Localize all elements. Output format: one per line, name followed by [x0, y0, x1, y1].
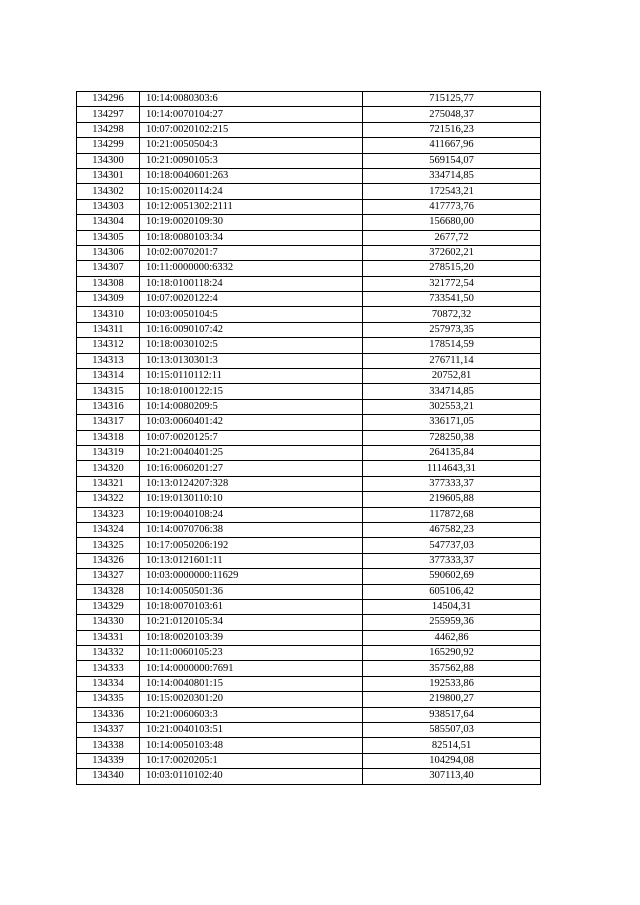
row-number-cell: 134322: [77, 492, 140, 507]
table-row: [77, 445, 541, 460]
cadastral-number-cell: 10:11:0000000:6332: [140, 261, 363, 276]
table-row: [77, 399, 541, 414]
row-number-cell: 134338: [77, 738, 140, 753]
cadastral-number-cell: 10:07:0020122:4: [140, 292, 363, 307]
row-number-cell: 134308: [77, 276, 140, 291]
cadastral-number-cell: 10:21:0040103:51: [140, 723, 363, 738]
table-row: [77, 138, 541, 153]
row-number-cell: 134340: [77, 769, 140, 784]
cadastral-value-cell: 14504,31: [363, 599, 541, 614]
table-row: [77, 322, 541, 337]
cadastral-number-cell: 10:21:0090105:3: [140, 153, 363, 168]
table-row: [77, 107, 541, 122]
table-row: [77, 661, 541, 676]
cadastral-number-cell: 10:19:0040108:24: [140, 507, 363, 522]
cadastral-value-cell: 1114643,31: [363, 461, 541, 476]
cadastral-value-cell: 605106,42: [363, 584, 541, 599]
cadastral-value-cell: 20752,81: [363, 369, 541, 384]
cadastral-number-cell: 10:17:0020205:1: [140, 753, 363, 768]
cadastral-number-cell: 10:18:0100118:24: [140, 276, 363, 291]
row-number-cell: 134316: [77, 399, 140, 414]
table-row: [77, 369, 541, 384]
table-row: [77, 753, 541, 768]
table-row: [77, 615, 541, 630]
table-row: [77, 122, 541, 137]
cadastral-value-cell: 938517,64: [363, 707, 541, 722]
cadastral-number-cell: 10:13:0124207:328: [140, 476, 363, 491]
row-number-cell: 134302: [77, 184, 140, 199]
table-row: [77, 338, 541, 353]
row-number-cell: 134317: [77, 415, 140, 430]
table-row: [77, 245, 541, 260]
row-number-cell: 134323: [77, 507, 140, 522]
row-number-cell: 134328: [77, 584, 140, 599]
table-row: [77, 307, 541, 322]
cadastral-value-cell: 569154,07: [363, 153, 541, 168]
table-row: [77, 769, 541, 784]
cadastral-number-cell: 10:14:0000000:7691: [140, 661, 363, 676]
table-row: [77, 430, 541, 445]
row-number-cell: 134312: [77, 338, 140, 353]
row-number-cell: 134337: [77, 723, 140, 738]
cadastral-number-cell: 10:21:0060603:3: [140, 707, 363, 722]
row-number-cell: 134305: [77, 230, 140, 245]
row-number-cell: 134309: [77, 292, 140, 307]
row-number-cell: 134299: [77, 138, 140, 153]
row-number-cell: 134301: [77, 168, 140, 183]
cadastral-value-cell: 321772,54: [363, 276, 541, 291]
cadastral-number-cell: 10:15:0020301:20: [140, 692, 363, 707]
cadastral-number-cell: 10:07:0020125:7: [140, 430, 363, 445]
table-row: [77, 723, 541, 738]
cadastral-value-cell: 172543,21: [363, 184, 541, 199]
row-number-cell: 134327: [77, 569, 140, 584]
row-number-cell: 134319: [77, 445, 140, 460]
cadastral-value-cell: 82514,51: [363, 738, 541, 753]
row-number-cell: 134325: [77, 538, 140, 553]
cadastral-value-cell: 219800,27: [363, 692, 541, 707]
row-number-cell: 134306: [77, 245, 140, 260]
table-row: [77, 553, 541, 568]
table-row: [77, 215, 541, 230]
table-row: [77, 630, 541, 645]
cadastral-value-cell: 372602,21: [363, 245, 541, 260]
table-row: [77, 384, 541, 399]
cadastral-value-cell: 165290,92: [363, 646, 541, 661]
table-row: [77, 507, 541, 522]
cadastral-number-cell: 10:03:0050104:5: [140, 307, 363, 322]
row-number-cell: 134326: [77, 553, 140, 568]
cadastral-number-cell: 10:14:0050501:36: [140, 584, 363, 599]
cadastral-number-cell: 10:12:0051302:2111: [140, 199, 363, 214]
table-row: [77, 415, 541, 430]
cadastral-value-cell: 334714,85: [363, 168, 541, 183]
cadastral-number-cell: 10:18:0100122:15: [140, 384, 363, 399]
cadastral-value-cell: 585507,03: [363, 723, 541, 738]
table-row: [77, 353, 541, 368]
row-number-cell: 134300: [77, 153, 140, 168]
table-row: [77, 646, 541, 661]
row-number-cell: 134303: [77, 199, 140, 214]
table-row: [77, 476, 541, 491]
cadastral-value-table: [76, 91, 541, 785]
row-number-cell: 134332: [77, 646, 140, 661]
row-number-cell: 134314: [77, 369, 140, 384]
row-number-cell: 134296: [77, 92, 140, 107]
cadastral-number-cell: 10:18:0080103:34: [140, 230, 363, 245]
table-row: [77, 522, 541, 537]
table-row: [77, 168, 541, 183]
cadastral-value-cell: 728250,38: [363, 430, 541, 445]
cadastral-value-cell: 411667,96: [363, 138, 541, 153]
cadastral-value-cell: 276711,14: [363, 353, 541, 368]
cadastral-value-cell: 307113,40: [363, 769, 541, 784]
cadastral-value-cell: 2677,72: [363, 230, 541, 245]
cadastral-value-cell: 156680,00: [363, 215, 541, 230]
cadastral-value-cell: 547737,03: [363, 538, 541, 553]
table-row: [77, 738, 541, 753]
cadastral-value-cell: 104294,08: [363, 753, 541, 768]
row-number-cell: 134329: [77, 599, 140, 614]
row-number-cell: 134336: [77, 707, 140, 722]
row-number-cell: 134335: [77, 692, 140, 707]
cadastral-value-cell: 467582,23: [363, 522, 541, 537]
cadastral-value-cell: 70872,32: [363, 307, 541, 322]
cadastral-value-cell: 255959,36: [363, 615, 541, 630]
cadastral-number-cell: 10:14:0040801:15: [140, 676, 363, 691]
row-number-cell: 134311: [77, 322, 140, 337]
cadastral-value-cell: 377333,37: [363, 476, 541, 491]
table-row: [77, 707, 541, 722]
cadastral-number-cell: 10:03:0110102:40: [140, 769, 363, 784]
cadastral-number-cell: 10:13:0121601:11: [140, 553, 363, 568]
table-row: [77, 292, 541, 307]
cadastral-number-cell: 10:19:0020109:30: [140, 215, 363, 230]
row-number-cell: 134320: [77, 461, 140, 476]
cadastral-number-cell: 10:11:0060105:23: [140, 646, 363, 661]
cadastral-number-cell: 10:03:0060401:42: [140, 415, 363, 430]
row-number-cell: 134334: [77, 676, 140, 691]
cadastral-value-cell: 417773,76: [363, 199, 541, 214]
cadastral-number-cell: 10:13:0130301:3: [140, 353, 363, 368]
table-row: [77, 492, 541, 507]
cadastral-value-cell: 178514,59: [363, 338, 541, 353]
cadastral-value-cell: 334714,85: [363, 384, 541, 399]
cadastral-number-cell: 10:17:0050206:192: [140, 538, 363, 553]
cadastral-number-cell: 10:21:0120105:34: [140, 615, 363, 630]
table-row: [77, 261, 541, 276]
row-number-cell: 134321: [77, 476, 140, 491]
cadastral-number-cell: 10:14:0080303:6: [140, 92, 363, 107]
cadastral-number-cell: 10:16:0060201:27: [140, 461, 363, 476]
cadastral-number-cell: 10:19:0130110:10: [140, 492, 363, 507]
cadastral-number-cell: 10:15:0020114:24: [140, 184, 363, 199]
cadastral-value-cell: 715125,77: [363, 92, 541, 107]
cadastral-value-cell: 219605,88: [363, 492, 541, 507]
row-number-cell: 134331: [77, 630, 140, 645]
table-row: [77, 584, 541, 599]
cadastral-number-cell: 10:18:0070103:61: [140, 599, 363, 614]
cadastral-value-cell: 117872,68: [363, 507, 541, 522]
cadastral-number-cell: 10:03:0000000:11629: [140, 569, 363, 584]
table-row: [77, 676, 541, 691]
table-body: [77, 92, 541, 785]
cadastral-value-cell: 377333,37: [363, 553, 541, 568]
row-number-cell: 134318: [77, 430, 140, 445]
cadastral-value-cell: 733541,50: [363, 292, 541, 307]
cadastral-number-cell: 10:18:0020103:39: [140, 630, 363, 645]
table-row: [77, 276, 541, 291]
row-number-cell: 134304: [77, 215, 140, 230]
cadastral-number-cell: 10:07:0020102:215: [140, 122, 363, 137]
row-number-cell: 134313: [77, 353, 140, 368]
cadastral-number-cell: 10:02:0070201:7: [140, 245, 363, 260]
cadastral-value-cell: 357562,88: [363, 661, 541, 676]
cadastral-value-cell: 257973,35: [363, 322, 541, 337]
cadastral-number-cell: 10:18:0030102:5: [140, 338, 363, 353]
cadastral-value-cell: 590602,69: [363, 569, 541, 584]
cadastral-number-cell: 10:18:0040601:263: [140, 168, 363, 183]
row-number-cell: 134330: [77, 615, 140, 630]
table-row: [77, 92, 541, 107]
cadastral-number-cell: 10:21:0040401:25: [140, 445, 363, 460]
table-row: [77, 184, 541, 199]
cadastral-number-cell: 10:21:0050504:3: [140, 138, 363, 153]
cadastral-number-cell: 10:16:0090107:42: [140, 322, 363, 337]
row-number-cell: 134307: [77, 261, 140, 276]
table-row: [77, 230, 541, 245]
cadastral-value-cell: 721516,23: [363, 122, 541, 137]
row-number-cell: 134339: [77, 753, 140, 768]
row-number-cell: 134333: [77, 661, 140, 676]
table-row: [77, 199, 541, 214]
cadastral-number-cell: 10:14:0070706:38: [140, 522, 363, 537]
row-number-cell: 134324: [77, 522, 140, 537]
table-row: [77, 538, 541, 553]
row-number-cell: 134298: [77, 122, 140, 137]
row-number-cell: 134315: [77, 384, 140, 399]
cadastral-value-cell: 264135,84: [363, 445, 541, 460]
cadastral-value-cell: 278515,20: [363, 261, 541, 276]
cadastral-number-cell: 10:15:0110112:11: [140, 369, 363, 384]
table-row: [77, 692, 541, 707]
table-row: [77, 153, 541, 168]
row-number-cell: 134297: [77, 107, 140, 122]
cadastral-number-cell: 10:14:0080209:5: [140, 399, 363, 414]
cadastral-value-cell: 302553,21: [363, 399, 541, 414]
table-row: [77, 599, 541, 614]
cadastral-value-cell: 192533,86: [363, 676, 541, 691]
cadastral-value-cell: 336171,05: [363, 415, 541, 430]
cadastral-number-cell: 10:14:0050103:48: [140, 738, 363, 753]
cadastral-value-cell: 275048,37: [363, 107, 541, 122]
cadastral-number-cell: 10:14:0070104:27: [140, 107, 363, 122]
cadastral-value-cell: 4462,86: [363, 630, 541, 645]
table-row: [77, 569, 541, 584]
row-number-cell: 134310: [77, 307, 140, 322]
table-row: [77, 461, 541, 476]
